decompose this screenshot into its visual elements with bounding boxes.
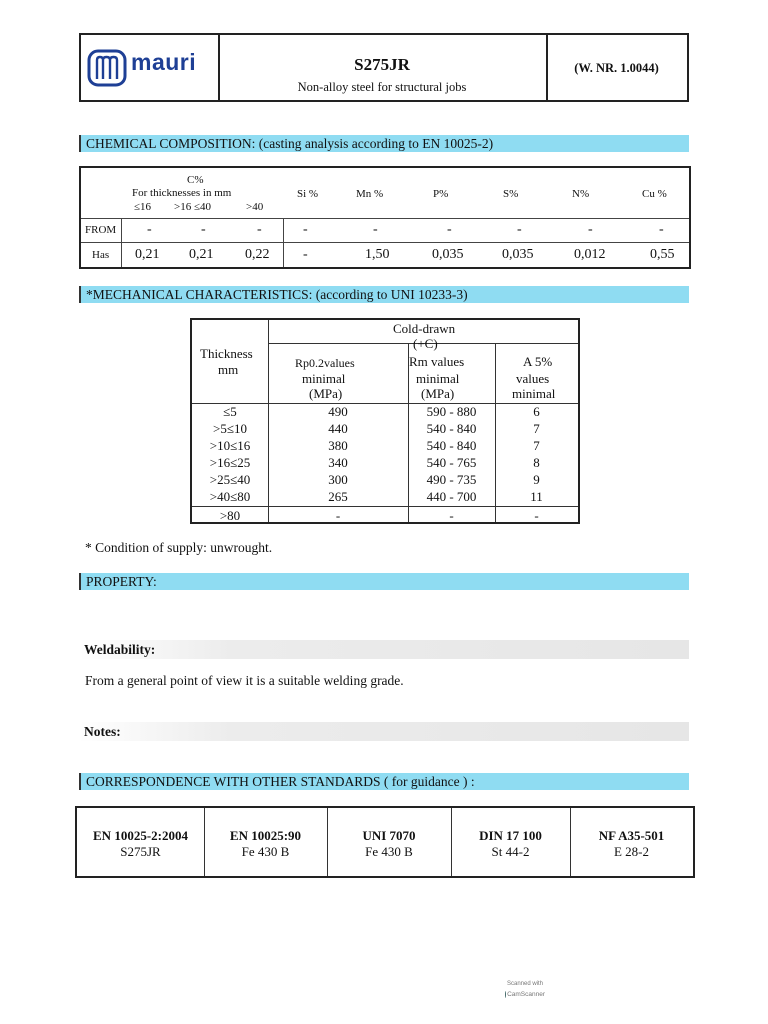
thickness-cell: >80 <box>219 508 241 523</box>
cell: - <box>303 247 308 262</box>
wnr-cell <box>546 35 687 100</box>
s-header: S% <box>503 188 519 200</box>
table-row <box>192 437 578 454</box>
a-header-3: minimal <box>512 386 556 401</box>
p-header: P% <box>433 188 449 200</box>
page-subtitle: Non-alloy steel for structural jobs <box>297 80 467 94</box>
cell: - <box>588 222 593 237</box>
mechanical-table <box>190 318 580 524</box>
standard-grade: Fe 430 B <box>365 844 413 859</box>
c-header: C% <box>187 174 204 186</box>
cell: 0,55 <box>650 247 675 262</box>
cell: - <box>373 222 378 237</box>
thickness-col-3: >40 <box>246 201 264 213</box>
n-header: N% <box>572 188 590 200</box>
cell: - <box>201 222 206 237</box>
row-label-has: Has <box>92 249 110 261</box>
rm-cell: 490 - 735 <box>426 472 477 487</box>
thickness-cell: >25≤40 <box>209 472 251 487</box>
rp-cell: - <box>335 508 341 523</box>
camscanner-icon <box>505 991 506 998</box>
rm-cell: 590 - 880 <box>426 404 477 419</box>
page-title: S275JR <box>354 55 410 74</box>
cell: - <box>517 222 522 237</box>
rp-cell: 440 <box>328 421 348 436</box>
title-cell <box>218 35 548 100</box>
weldability-text: From a general point of view it is a suitable welding grade. <box>85 673 404 688</box>
weldability-heading: Weldability: <box>79 640 689 659</box>
table-row <box>192 488 578 505</box>
watermark-line2: CamScanner <box>507 991 545 998</box>
thickness-cell: >16≤25 <box>209 455 251 470</box>
standard-cell <box>327 808 451 876</box>
property-section-bar: PROPERTY: <box>79 573 689 590</box>
chem-row-divider <box>81 242 689 243</box>
a-cell: 11 <box>530 489 543 504</box>
standard-grade: St 44-2 <box>491 844 530 859</box>
cu-header: Cu % <box>642 188 667 200</box>
a-header-2: values <box>516 371 550 386</box>
mechanical-section-bar: *MECHANICAL CHARACTERISTICS: (according to UNI 10233-3) <box>79 286 689 303</box>
a-cell: 8 <box>533 455 540 470</box>
cell: 0,035 <box>432 247 464 262</box>
cell: 0,21 <box>189 247 214 262</box>
chem-col-divider <box>121 218 122 267</box>
mauri-logo-icon <box>87 49 127 87</box>
thickness-col-2: >16 ≤40 <box>174 201 211 213</box>
thickness-unit: mm <box>218 362 239 377</box>
rp-header-3: (MPa) <box>309 386 343 401</box>
correspondence-section-bar: CORRESPONDENCE WITH OTHER STANDARDS ( for guidance ) : <box>79 773 689 790</box>
material-number: (W. NR. 1.0044) <box>574 61 659 75</box>
a-cell: 7 <box>533 421 540 436</box>
thickness-cell: >10≤16 <box>209 438 251 453</box>
standard-cell <box>451 808 570 876</box>
cell: 0,035 <box>502 247 534 262</box>
thickness-cell: >5≤10 <box>213 421 247 436</box>
cell: - <box>447 222 452 237</box>
rp-header-2: minimal <box>302 371 346 386</box>
a-cell: 9 <box>533 472 540 487</box>
standard-grade: S275JR <box>120 844 161 859</box>
supply-condition-note: * Condition of supply: unwrought. <box>85 540 273 555</box>
table-row <box>192 454 578 471</box>
cell: 0,22 <box>245 247 270 262</box>
rm-cell: 540 - 765 <box>426 455 477 470</box>
cold-drawn-header: Cold-drawn <box>393 321 456 336</box>
logo-cell <box>81 35 220 100</box>
thickness-cell: >40≤80 <box>209 489 251 504</box>
watermark-line1: Scanned with <box>506 981 544 987</box>
thickness-header: Thickness <box>200 346 253 361</box>
rm-header-3: (MPa) <box>421 386 455 401</box>
si-header: Si % <box>297 188 319 200</box>
rp-cell: 340 <box>328 455 348 470</box>
table-row <box>192 471 578 488</box>
standard-name: EN 10025-2:2004 <box>93 828 188 843</box>
a-header: A 5% <box>523 354 553 369</box>
rp-cell: 380 <box>328 438 348 453</box>
cell: 1,50 <box>365 247 390 262</box>
thickness-col-1: ≤16 <box>134 201 152 213</box>
table-row <box>192 420 578 437</box>
standard-name: EN 10025:90 <box>229 828 302 843</box>
row-label-from: FROM <box>85 224 117 236</box>
rm-header-2: minimal <box>416 371 460 386</box>
rm-cell: 540 - 840 <box>426 421 477 436</box>
chemical-section-bar: CHEMICAL COMPOSITION: (casting analysis according to EN 10025-2) <box>79 135 689 152</box>
table-row <box>192 403 578 420</box>
rp-cell: 300 <box>328 472 348 487</box>
mn-header: Mn % <box>356 188 384 200</box>
chem-row-divider <box>81 218 689 219</box>
cell: - <box>659 222 664 237</box>
watermark-brand <box>505 991 545 998</box>
standard-name: UNI 7070 <box>362 828 416 843</box>
rp-cell: 490 <box>328 404 348 419</box>
rm-cell: 440 - 700 <box>426 489 477 504</box>
rm-cell: - <box>449 508 454 523</box>
cold-drawn-code: (+C) <box>413 336 438 351</box>
cell: - <box>147 222 152 237</box>
standard-name: DIN 17 100 <box>479 828 542 843</box>
standard-name: NF A35-501 <box>598 828 665 843</box>
logo-text: mauri <box>131 49 197 75</box>
chem-col-divider <box>283 218 284 267</box>
rp-cell: 265 <box>328 489 348 504</box>
a-cell: 6 <box>533 404 540 419</box>
document-header <box>79 33 689 102</box>
c-subheader: For thicknesses in mm <box>132 187 232 199</box>
thickness-cell: ≤5 <box>223 404 237 419</box>
correspondence-table <box>75 806 695 878</box>
standard-cell <box>77 808 204 876</box>
standard-grade: E 28-2 <box>613 844 650 859</box>
rm-header: Rm values <box>409 354 465 369</box>
scanner-watermark <box>505 975 545 1013</box>
chemical-table <box>79 166 691 269</box>
standard-cell <box>570 808 693 876</box>
table-row <box>192 507 578 524</box>
a-cell: - <box>534 508 539 523</box>
notes-heading: Notes: <box>79 722 689 741</box>
rm-cell: 540 - 840 <box>426 438 477 453</box>
cell: 0,21 <box>135 247 160 262</box>
standard-cell <box>204 808 327 876</box>
cell: - <box>257 222 262 237</box>
rp-header: Rp0.2values <box>295 356 355 370</box>
cell: - <box>303 222 308 237</box>
standard-grade: Fe 430 B <box>241 844 290 859</box>
a-cell: 7 <box>533 438 540 453</box>
cell: 0,012 <box>574 247 606 262</box>
